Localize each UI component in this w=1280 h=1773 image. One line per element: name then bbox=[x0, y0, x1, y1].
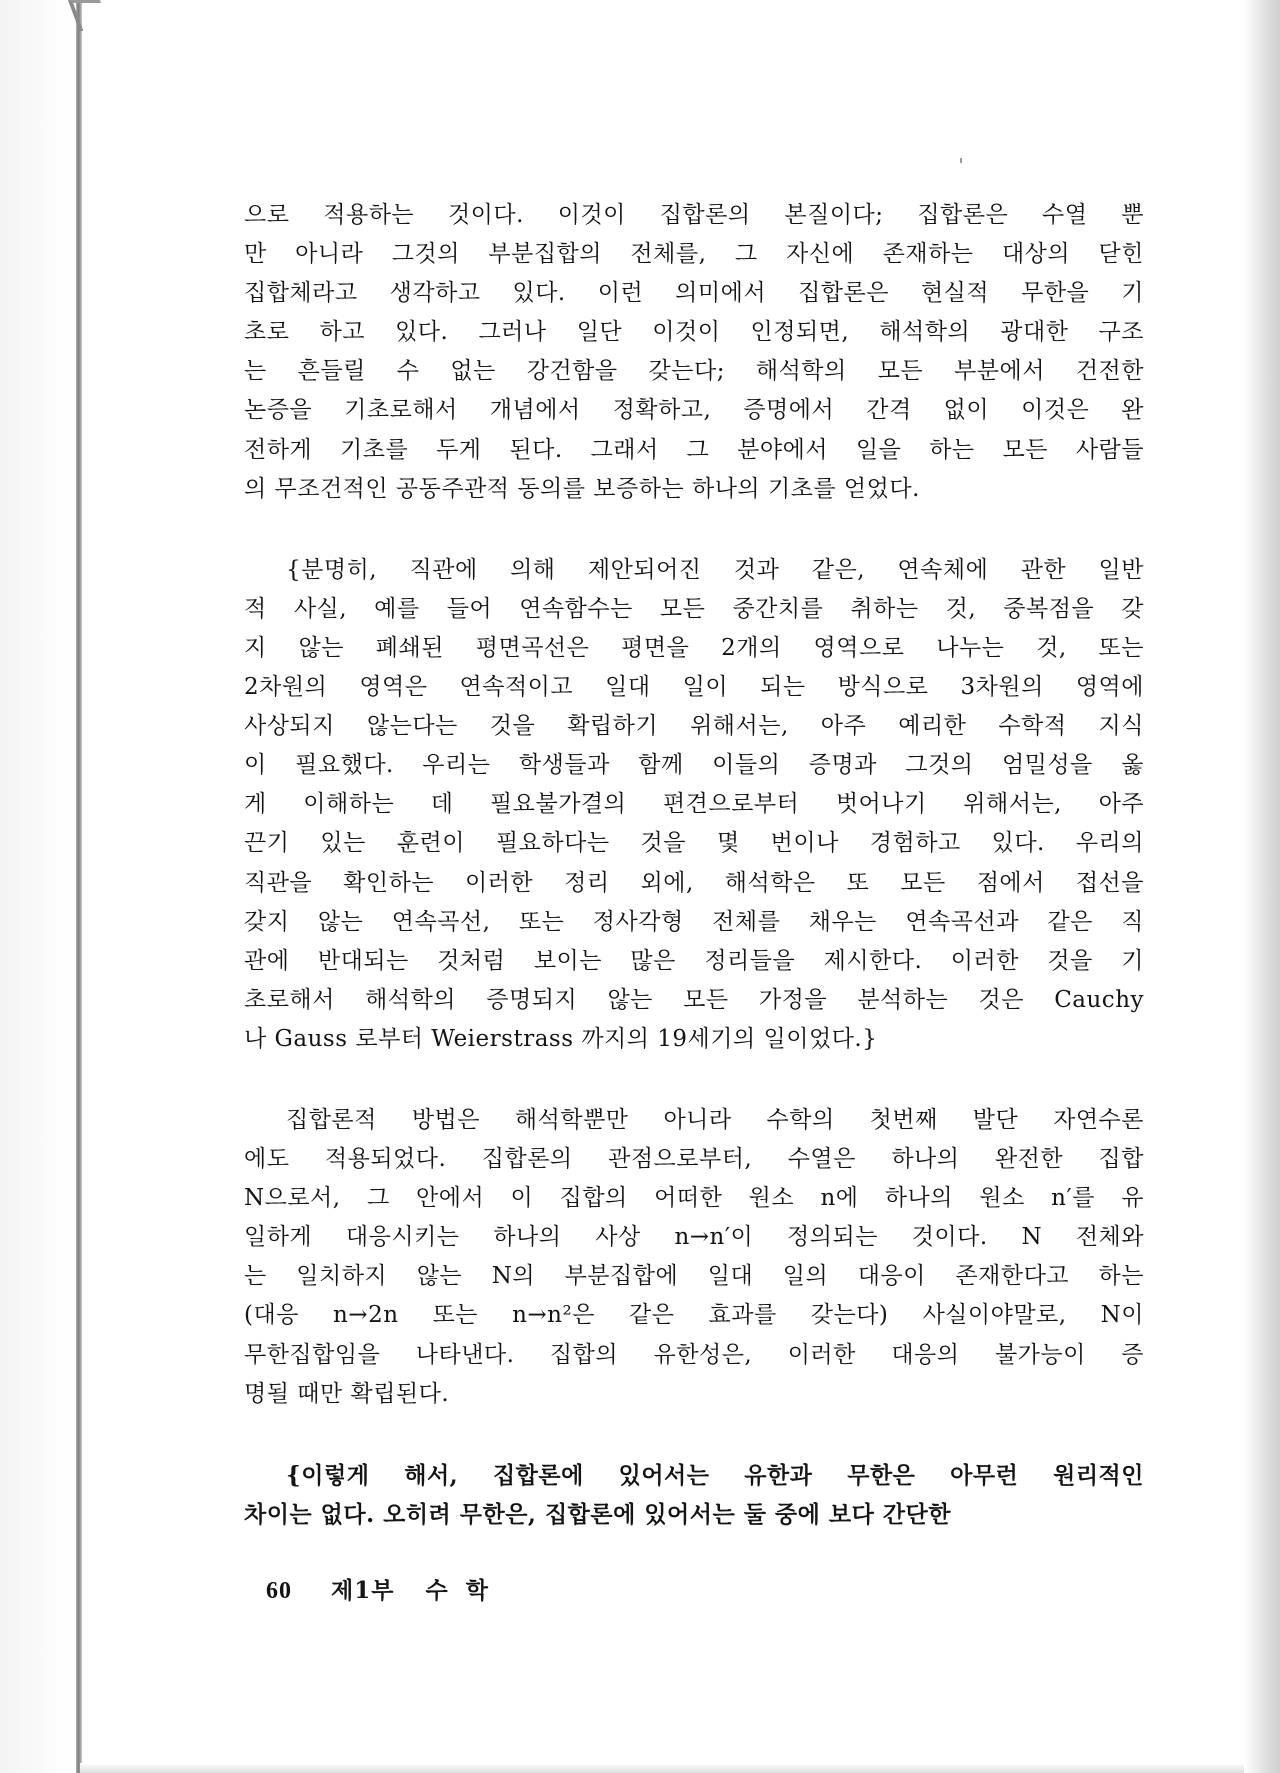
text-line: {분명히, 직관에 의해 제안되어진 것과 같은, 연속체에 관한 일반 bbox=[286, 556, 1144, 583]
paragraph-3 bbox=[244, 1101, 1144, 1414]
text-line: 무한집합임을 나타낸다. 집합의 유한성은, 이러한 대응의 불가능이 증 bbox=[244, 1341, 1144, 1368]
text-line: 일하게 대응시키는 하나의 사상 n→n′이 정의되는 것이다. N 전체와 bbox=[244, 1224, 1144, 1251]
text-line: 나 Gauss 로부터 Weierstrass 까지의 19세기의 일이었다.} bbox=[244, 1025, 878, 1052]
scan-speck bbox=[960, 158, 962, 163]
text-line: 관에 반대되는 것처럼 보이는 많은 정리들을 제시한다. 이러한 것을 기 bbox=[244, 947, 1144, 974]
text-line: 갖지 않는 연속곡선, 또는 정사각형 전체를 채우는 연속곡선과 같은 직 bbox=[244, 908, 1144, 935]
text-line: 초로해서 해석학의 증명되지 않는 모든 가정을 분석하는 것은 Cauchy bbox=[244, 986, 1144, 1013]
part-label: 제1부 bbox=[331, 1577, 395, 1604]
text-line: 적 사실, 예를 들어 연속함수는 모든 중간치를 취하는 것, 중복점을 갖 bbox=[244, 595, 1144, 622]
text-line: 의 무조건적인 공동주관적 동의를 보증하는 하나의 기초를 얻었다. bbox=[244, 475, 920, 502]
text-line: 만 아니라 그것의 부분집합의 전체를, 그 자신에 존재하는 대상의 닫힌 bbox=[244, 241, 1144, 268]
text-line: (대응 n→2n 또는 n→n²은 같은 효과를 갖는다) 사실이야말로, N이 bbox=[244, 1302, 1144, 1329]
scan-margin-bottom bbox=[80, 1763, 1244, 1773]
text-line: 지 않는 폐쇄된 평면곡선은 평면을 2개의 영역으로 나누는 것, 또는 bbox=[244, 634, 1144, 661]
scan-margin-right bbox=[1244, 0, 1280, 1773]
page-number: 60 bbox=[266, 1578, 292, 1604]
text-line: 집합론적 방법은 해석학뿐만 아니라 수학의 첫번째 발단 자연수론 bbox=[286, 1106, 1144, 1133]
text-line: 초로 하고 있다. 그러나 일단 이것이 인정되면, 해석학의 광대한 구조 bbox=[244, 319, 1144, 346]
page-footer bbox=[266, 1572, 506, 1605]
text-line: 에도 적용되었다. 집합론의 관점으로부터, 수열은 하나의 완전한 집합 bbox=[244, 1146, 1144, 1173]
text-line: 는 일치하지 않는 N의 부분집합에 일대 일의 대응이 존재한다고 하는 bbox=[244, 1263, 1144, 1290]
text-line: 차이는 없다. 오히려 무한은, 집합론에 있어서는 둘 중에 보다 간단한 bbox=[244, 1500, 951, 1528]
book-spine-edge bbox=[76, 0, 82, 1773]
text-line: 명될 때만 확립된다. bbox=[244, 1380, 450, 1407]
text-line: 끈기 있는 훈련이 필요하다는 것을 몇 번이나 경험하고 있다. 우리의 bbox=[244, 830, 1144, 857]
paragraph-2 bbox=[244, 551, 1144, 1059]
subject-label: 수학 bbox=[425, 1577, 506, 1604]
text-line: 집합체라고 생각하고 있다. 이런 의미에서 집합론은 현실적 무한을 기 bbox=[244, 280, 1144, 307]
text-line: 사상되지 않는다는 것을 확립하기 위해서는, 아주 예리한 수학적 지식 bbox=[244, 713, 1144, 740]
text-line: N으로서, 그 안에서 이 집합의 어떠한 원소 n에 하나의 원소 n′를 유 bbox=[244, 1185, 1144, 1212]
text-line: 으로 적용하는 것이다. 이것이 집합론의 본질이다; 집합론은 수열 뿐 bbox=[244, 202, 1144, 228]
paragraph-4 bbox=[244, 1456, 1144, 1534]
text-line: 전하게 기초를 두게 된다. 그래서 그 분야에서 일을 하는 모든 사람들 bbox=[244, 436, 1144, 463]
text-line: 는 흔들릴 수 없는 강건함을 갖는다; 해석학의 모든 부분에서 건전한 bbox=[244, 358, 1144, 385]
text-line: 2차원의 영역은 연속적이고 일대 일이 되는 방식으로 3차원의 영역에 bbox=[244, 674, 1144, 701]
page-body bbox=[244, 196, 1144, 1534]
text-line: 이 필요했다. 우리는 학생들과 함께 이들의 증명과 그것의 엄밀성을 옳 bbox=[244, 752, 1144, 779]
text-line: 직관을 확인하는 이러한 정리 외에, 해석학은 또 모든 점에서 접선을 bbox=[244, 869, 1144, 896]
text-line: 논증을 기초로해서 개념에서 정확하고, 증명에서 간격 없이 이것은 완 bbox=[244, 397, 1144, 424]
text-line: {이렇게 해서, 집합론에 있어서는 유한과 무한은 아무런 원리적인 bbox=[286, 1461, 1144, 1489]
text-line: 게 이해하는 데 필요불가결의 편견으로부터 벗어나기 위해서는, 아주 bbox=[244, 791, 1144, 818]
paragraph-1 bbox=[244, 196, 1144, 509]
